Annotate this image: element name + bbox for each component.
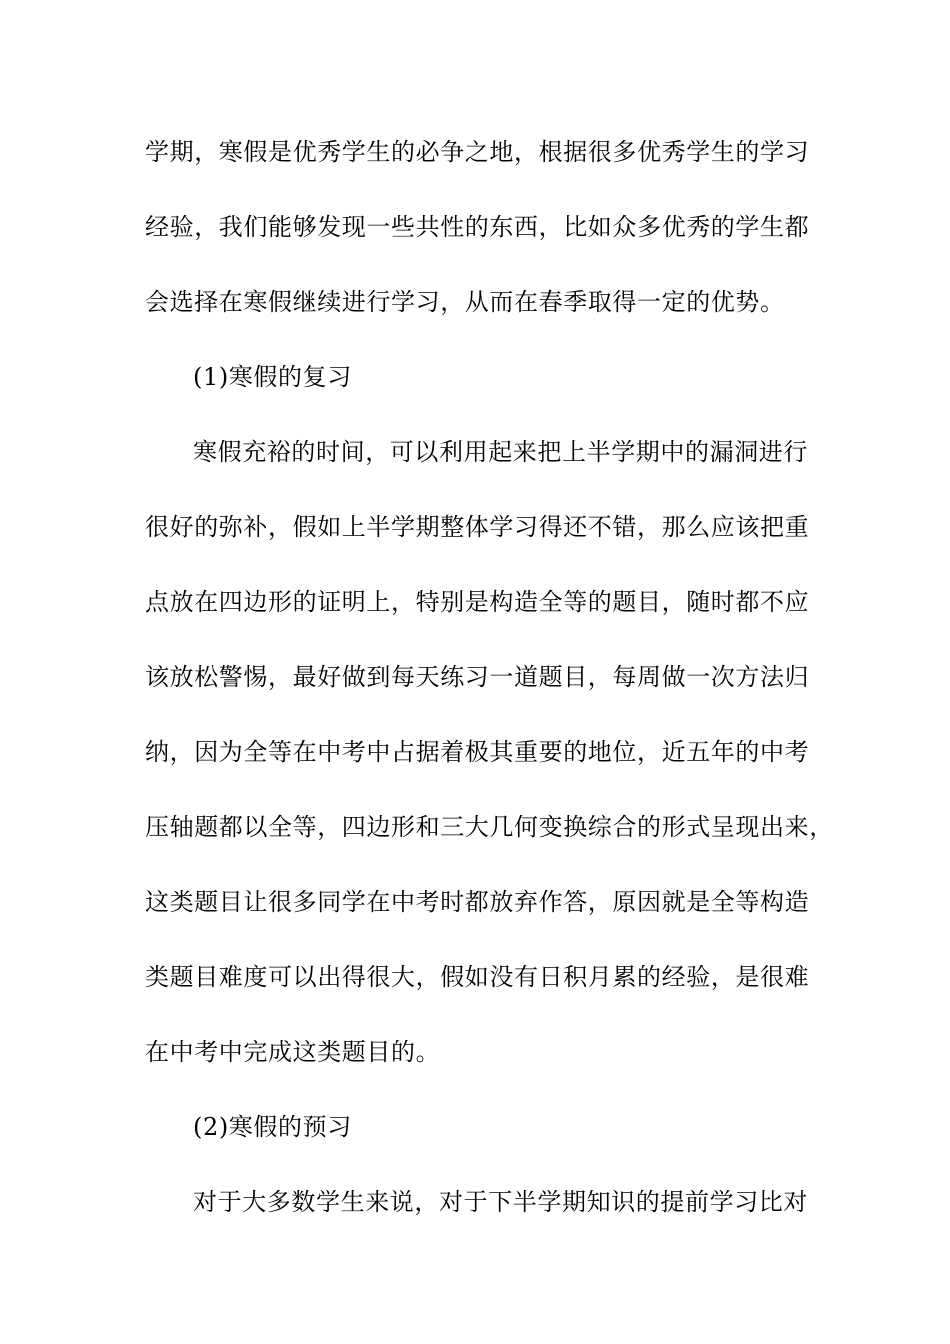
paragraph-line: 经验，我们能够发现一些共性的东西，比如众多优秀的学生都: [145, 213, 810, 241]
paragraph-line: 该放松警惕，最好做到每天练习一道题目，每周做一次方法归: [145, 663, 810, 691]
paragraph-line: 纳，因为全等在中考中占据着极其重要的地位，近五年的中考: [145, 738, 810, 766]
paragraph-line: 会选择在寒假继续进行学习，从而在春季取得一定的优势。: [145, 288, 785, 316]
paragraph-line: 类题目难度可以出得很大，假如没有日积月累的经验，是很难: [145, 963, 810, 991]
paragraph-line: 点放在四边形的证明上，特别是构造全等的题目，随时都不应: [145, 588, 810, 616]
paragraph-line: 对于大多数学生来说，对于下半学期知识的提前学习比对: [193, 1188, 808, 1216]
paragraph-line: 在中考中完成这类题目的。: [145, 1038, 441, 1066]
paragraph-line: 很好的弥补，假如上半学期整体学习得还不错，那么应该把重: [145, 513, 810, 541]
section-heading: (2)寒假的预习: [193, 1113, 352, 1141]
paragraph-line: 寒假充裕的时间，可以利用起来把上半学期中的漏洞进行: [193, 438, 808, 466]
section-heading: (1)寒假的复习: [193, 363, 352, 391]
paragraph-line: 压轴题都以全等，四边形和三大几何变换综合的形式呈现出来，: [145, 813, 834, 841]
paragraph-line: 这类题目让很多同学在中考时都放弃作答，原因就是全等构造: [145, 888, 810, 916]
paragraph-line: 学期，寒假是优秀学生的必争之地，根据很多优秀学生的学习: [145, 138, 810, 166]
